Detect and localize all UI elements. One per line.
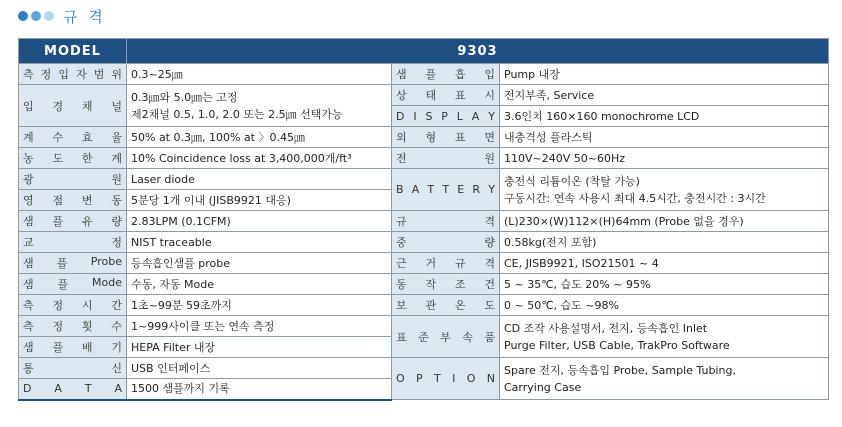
spec-label: D A T A <box>23 382 122 396</box>
spec-label: 상 태 표 시 <box>396 89 495 102</box>
table-row <box>19 316 829 337</box>
table-row <box>19 232 829 253</box>
spec-value-line: 1~999사이클 또는 연속 측정 <box>131 319 275 333</box>
spec-label: 영 점 변 동 <box>23 194 122 207</box>
right-value-cell <box>500 64 829 85</box>
spec-value-line: 10% Coincidence loss at 3,400,000개/ft³ <box>131 151 352 165</box>
spec-label: 동 작 조 건 <box>396 278 495 291</box>
left-label-cell <box>19 274 127 295</box>
left-label-cell <box>19 169 127 190</box>
spec-value-line: 전지부족, Service <box>504 88 595 102</box>
spec-value-line: 충전식 리튬이온 (착탈 가능) <box>504 174 640 188</box>
table-row <box>19 358 829 379</box>
left-value-cell <box>127 148 392 169</box>
spec-value-line: Purge Filter, USB Cable, TrakPro Software <box>504 338 730 352</box>
table-row <box>19 295 829 316</box>
spec-value-line: Pump 내장 <box>504 67 560 81</box>
spec-label: 농 도 한 계 <box>23 152 122 165</box>
spec-label: 보 관 온 도 <box>396 299 495 312</box>
left-value-cell <box>127 295 392 316</box>
left-value-cell <box>127 337 392 358</box>
left-label-cell <box>19 232 127 253</box>
right-value-cell <box>500 274 829 295</box>
table-row <box>19 253 829 274</box>
right-label-cell <box>392 358 500 400</box>
left-label-cell <box>19 190 127 211</box>
right-label-cell <box>392 169 500 211</box>
left-label-cell <box>19 253 127 274</box>
table-row <box>19 211 829 232</box>
right-value-cell <box>500 85 829 106</box>
right-label-cell <box>392 316 500 358</box>
right-label-cell <box>392 127 500 148</box>
left-value-cell <box>127 316 392 337</box>
spec-value-line: 0.3㎛와 5.0㎛는 고정 <box>131 90 238 104</box>
left-value-cell <box>127 190 392 211</box>
left-value-cell <box>127 64 392 85</box>
spec-label: 측 정 입 자 범 위 <box>23 68 122 81</box>
right-value-cell <box>500 127 829 148</box>
left-label-cell <box>19 337 127 358</box>
spec-label: 교 정 <box>23 236 122 249</box>
spec-value-line: 3.6인치 160×160 monochrome LCD <box>504 109 700 123</box>
spec-value-line: Spare 전지, 등속흡입 Probe, Sample Tubing, <box>504 363 736 377</box>
spec-label: 샘 플 Probe <box>23 255 122 270</box>
table-row <box>19 148 829 169</box>
spec-value-line: Laser diode <box>131 172 195 186</box>
spec-label: 측 정 횟 수 <box>23 320 122 333</box>
table-header-row <box>19 39 829 64</box>
spec-value-line: NIST traceable <box>131 235 212 249</box>
spec-value-line: 0.58kg(전지 포함) <box>504 235 597 249</box>
spec-label: 샘 플 Mode <box>23 276 122 291</box>
table-row <box>19 274 829 295</box>
spec-label: 측 정 시 간 <box>23 299 122 312</box>
table-row <box>19 85 829 106</box>
left-value-cell <box>127 274 392 295</box>
spec-label: 샘 플 흡 입 <box>396 68 495 81</box>
right-value-cell <box>500 232 829 253</box>
spec-value-line: 등속흡인샘플 probe <box>131 256 230 270</box>
section-header <box>18 6 106 26</box>
spec-value-line: CE, JISB9921, ISO21501 ~ 4 <box>504 256 659 270</box>
spec-value-line: 110V~240V 50~60Hz <box>504 151 626 165</box>
left-label-cell <box>19 127 127 148</box>
spec-label: 규 격 <box>396 215 495 228</box>
spec-value-line: 0.3~25㎛ <box>131 67 183 81</box>
left-value-cell <box>127 379 392 400</box>
left-label-cell <box>19 295 127 316</box>
left-label-cell <box>19 211 127 232</box>
left-label-cell <box>19 64 127 85</box>
right-value-cell <box>500 106 829 127</box>
spec-label: 외 형 표 면 <box>396 131 495 144</box>
right-label-cell <box>392 274 500 295</box>
spec-value-line: 2.83LPM (0.1CFM) <box>131 214 231 228</box>
right-label-cell <box>392 64 500 85</box>
spec-label: 중 량 <box>396 236 495 249</box>
left-value-cell <box>127 253 392 274</box>
left-value-cell <box>127 211 392 232</box>
spec-value-line: 1500 샘플까지 기록 <box>131 382 230 396</box>
right-value-cell <box>500 316 829 358</box>
spec-value-line: USB 인터페이스 <box>131 361 211 375</box>
left-label-cell <box>19 85 127 127</box>
spec-value-line: (L)230×(W)112×(H)64mm (Probe 없을 경우) <box>504 214 744 228</box>
table-row <box>19 169 829 190</box>
right-value-cell <box>500 148 829 169</box>
left-label-cell <box>19 148 127 169</box>
right-value-cell <box>500 169 829 211</box>
right-label-cell <box>392 211 500 232</box>
spec-value-line: 5 ~ 35℃, 습도 20% ~ 95% <box>504 277 651 291</box>
spec-value-line: 5분당 1개 이내 (JISB9921 대응) <box>131 193 291 207</box>
bullet-dot-icon <box>31 11 41 21</box>
model-header: MODEL <box>19 39 127 64</box>
left-value-cell <box>127 232 392 253</box>
spec-label: B A T T E R Y <box>396 183 495 196</box>
bullet-dot-icon <box>44 11 54 21</box>
left-label-cell <box>19 316 127 337</box>
spec-label: 표 준 부 속 품 <box>396 330 495 344</box>
spec-label: 샘 플 유 량 <box>23 215 122 228</box>
spec-value-line: HEPA Filter 내장 <box>131 340 216 354</box>
table-row <box>19 64 829 85</box>
left-value-cell <box>127 85 392 127</box>
right-label-cell <box>392 85 500 106</box>
spec-label: 전 원 <box>396 152 495 165</box>
spec-label: O P T I O N <box>396 372 495 385</box>
spec-value-line: 제2채널 0.5, 1.0, 2.0 또는 2.5㎛ 선택가능 <box>131 107 343 121</box>
right-label-cell <box>392 232 500 253</box>
spec-value-line: 1초~99분 59초까지 <box>131 298 232 312</box>
spec-value-line: 50% at 0.3㎛, 100% at 〉0.45㎛ <box>131 130 305 144</box>
right-value-cell <box>500 295 829 316</box>
right-label-cell <box>392 253 500 274</box>
left-label-cell <box>19 379 127 400</box>
spec-value-line: Carrying Case <box>504 380 582 394</box>
left-label-cell <box>19 358 127 379</box>
right-label-cell <box>392 295 500 316</box>
right-value-cell <box>500 211 829 232</box>
table-row <box>19 127 829 148</box>
spec-value-line: CD 조작 사용설명서, 전지, 등속흡인 Inlet <box>504 321 708 335</box>
spec-label: 입 경 채 널 <box>23 99 122 113</box>
model-value-header: 9303 <box>127 39 829 64</box>
left-value-cell <box>127 127 392 148</box>
section-title: 규 격 <box>63 7 106 26</box>
spec-label: 근 거 규 격 <box>396 257 495 270</box>
spec-label: 계 수 효 율 <box>23 131 122 144</box>
right-label-cell <box>392 148 500 169</box>
right-label-cell <box>392 106 500 127</box>
spec-label: D I S P L A Y <box>396 109 495 123</box>
left-value-cell <box>127 358 392 379</box>
spec-value-line: 구동시간: 연속 사용시 최대 4.5시간, 충전시간 : 3시간 <box>504 191 766 205</box>
spec-label: 광 원 <box>23 173 122 186</box>
right-value-cell <box>500 358 829 400</box>
spec-value-line: 수동, 자동 Mode <box>131 277 214 291</box>
spec-value-line: 0 ~ 50℃, 습도 ~98% <box>504 298 619 312</box>
spec-value-line: 내충격성 플라스틱 <box>504 130 593 144</box>
spec-label: 통 신 <box>23 362 122 375</box>
right-value-cell <box>500 253 829 274</box>
left-value-cell <box>127 169 392 190</box>
spec-label: 샘 플 배 기 <box>23 341 122 354</box>
bullet-dot-icon <box>18 11 28 21</box>
spec-table <box>18 38 829 401</box>
